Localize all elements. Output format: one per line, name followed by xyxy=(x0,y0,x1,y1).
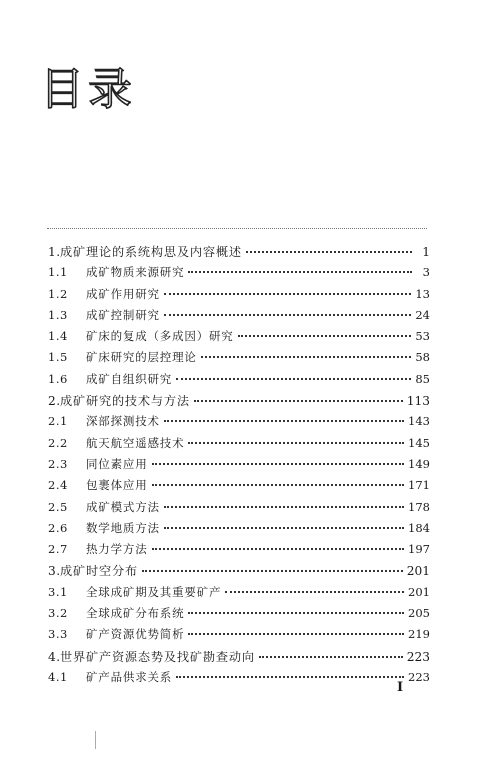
toc-page: 205 xyxy=(408,606,430,621)
toc-page: 145 xyxy=(408,435,430,450)
toc-section-row[interactable] xyxy=(48,371,430,392)
table-of-contents xyxy=(48,243,430,690)
toc-leader xyxy=(238,335,412,337)
toc-chapter-row[interactable] xyxy=(48,648,430,669)
toc-number: 3.2 xyxy=(48,606,68,621)
toc-leader xyxy=(188,612,404,614)
toc-section-row[interactable] xyxy=(48,413,430,434)
toc-page: 143 xyxy=(408,414,430,429)
toc-chapter-row[interactable] xyxy=(48,392,430,413)
toc-page: 184 xyxy=(408,520,430,535)
toc-page: 178 xyxy=(408,499,430,514)
toc-number: 2.7 xyxy=(48,542,68,557)
toc-chapter-row[interactable] xyxy=(48,562,430,583)
toc-section-row[interactable] xyxy=(48,626,430,647)
toc-section-row[interactable] xyxy=(48,349,430,370)
toc-title: 成矿控制研究 xyxy=(86,307,160,322)
toc-number: 1. xyxy=(48,245,61,259)
toc-leader xyxy=(188,271,412,273)
toc-page: 201 xyxy=(408,584,430,599)
toc-leader xyxy=(176,378,411,380)
toc-number: 3.1 xyxy=(48,584,68,599)
toc-title: 成矿自组织研究 xyxy=(86,371,173,386)
toc-number: 1.6 xyxy=(48,371,68,386)
toc-number: 1.4 xyxy=(48,329,68,344)
toc-number: 1.5 xyxy=(48,350,68,365)
toc-leader xyxy=(194,400,403,402)
toc-section-row[interactable] xyxy=(48,669,430,690)
toc-leader xyxy=(225,591,404,593)
toc-section-row[interactable] xyxy=(48,605,430,626)
toc-leader xyxy=(164,506,404,508)
page-number: I xyxy=(397,680,404,695)
toc-leader xyxy=(164,314,412,316)
toc-section-row[interactable] xyxy=(48,520,430,541)
toc-number: 4.1 xyxy=(48,669,68,684)
toc-leader xyxy=(201,356,412,358)
toc-title: 成矿时空分布 xyxy=(60,564,138,579)
toc-title: 深部探测技术 xyxy=(86,414,160,429)
toc-title: 航天航空遥感技术 xyxy=(86,435,185,450)
toc-page: 223 xyxy=(408,669,430,684)
toc-leader xyxy=(164,527,404,529)
toc-number: 2.2 xyxy=(48,435,68,450)
toc-title: 成矿理论的系统构思及内容概述 xyxy=(60,245,242,259)
toc-leader xyxy=(142,570,403,572)
toc-number: 3.3 xyxy=(48,627,68,642)
toc-title: 成矿物质来源研究 xyxy=(86,265,185,280)
divider xyxy=(47,228,427,229)
toc-title: 成矿研究的技术与方法 xyxy=(60,394,190,409)
toc-page: 171 xyxy=(408,478,430,493)
toc-number: 1.3 xyxy=(48,307,68,322)
toc-number: 1.2 xyxy=(48,286,68,301)
toc-page: 58 xyxy=(415,350,430,365)
toc-leader xyxy=(176,676,404,678)
toc-page: 201 xyxy=(406,564,430,579)
margin-mark xyxy=(95,731,96,749)
toc-title: 热力学方法 xyxy=(86,542,148,557)
toc-title: 成矿模式方法 xyxy=(86,499,160,514)
toc-title: 矿床的复成（多成因）研究 xyxy=(86,329,234,344)
toc-page: 219 xyxy=(408,627,430,642)
toc-number: 4. xyxy=(48,649,61,664)
toc-number: 2.1 xyxy=(48,414,68,429)
toc-number: 3. xyxy=(48,564,61,579)
toc-title: 成矿作用研究 xyxy=(86,286,160,301)
toc-chapter-row[interactable] xyxy=(48,243,430,264)
toc-section-row[interactable] xyxy=(48,328,430,349)
toc-section-row[interactable] xyxy=(48,584,430,605)
toc-leader xyxy=(152,548,405,550)
page-title-text: 目录 xyxy=(40,64,136,112)
toc-page: 3 xyxy=(422,265,430,280)
toc-leader xyxy=(259,656,403,658)
toc-number: 2.6 xyxy=(48,520,68,535)
toc-section-row[interactable] xyxy=(48,264,430,285)
toc-leader xyxy=(188,633,404,635)
toc-section-row[interactable] xyxy=(48,541,430,562)
toc-title: 包裹体应用 xyxy=(86,478,148,493)
toc-leader xyxy=(246,251,412,253)
toc-page: 197 xyxy=(408,542,430,557)
toc-page: 1 xyxy=(422,245,430,259)
toc-leader xyxy=(188,442,404,444)
page-title xyxy=(40,62,150,112)
toc-leader xyxy=(164,420,404,422)
toc-page: 24 xyxy=(415,307,430,322)
toc-page: 113 xyxy=(406,394,430,409)
toc-page: 53 xyxy=(415,329,430,344)
toc-title: 矿床研究的层控理论 xyxy=(86,350,197,365)
toc-page: 149 xyxy=(408,456,430,471)
toc-title: 矿产资源优势简析 xyxy=(86,627,185,642)
toc-number: 2.5 xyxy=(48,499,68,514)
toc-number: 2.4 xyxy=(48,478,68,493)
toc-section-row[interactable] xyxy=(48,456,430,477)
toc-title: 全球成矿期及其重要矿产 xyxy=(86,584,222,599)
toc-title: 世界矿产资源态势及找矿勘查动向 xyxy=(60,649,255,664)
toc-section-row[interactable] xyxy=(48,435,430,456)
toc-number: 2. xyxy=(48,394,61,409)
toc-section-row[interactable] xyxy=(48,499,430,520)
toc-title: 数学地质方法 xyxy=(86,520,160,535)
toc-page: 85 xyxy=(415,371,430,386)
toc-leader xyxy=(152,463,405,465)
toc-number: 1.1 xyxy=(48,265,68,280)
toc-number: 2.3 xyxy=(48,456,68,471)
toc-title: 矿产品供求关系 xyxy=(86,669,173,684)
toc-section-row[interactable] xyxy=(48,477,430,498)
toc-title: 同位素应用 xyxy=(86,456,148,471)
toc-leader xyxy=(152,484,405,486)
toc-page: 223 xyxy=(406,649,430,664)
toc-leader xyxy=(164,293,412,295)
toc-title: 全球成矿分布系统 xyxy=(86,606,185,621)
toc-page: 13 xyxy=(415,286,430,301)
toc-section-row[interactable] xyxy=(48,307,430,328)
toc-section-row[interactable] xyxy=(48,286,430,307)
